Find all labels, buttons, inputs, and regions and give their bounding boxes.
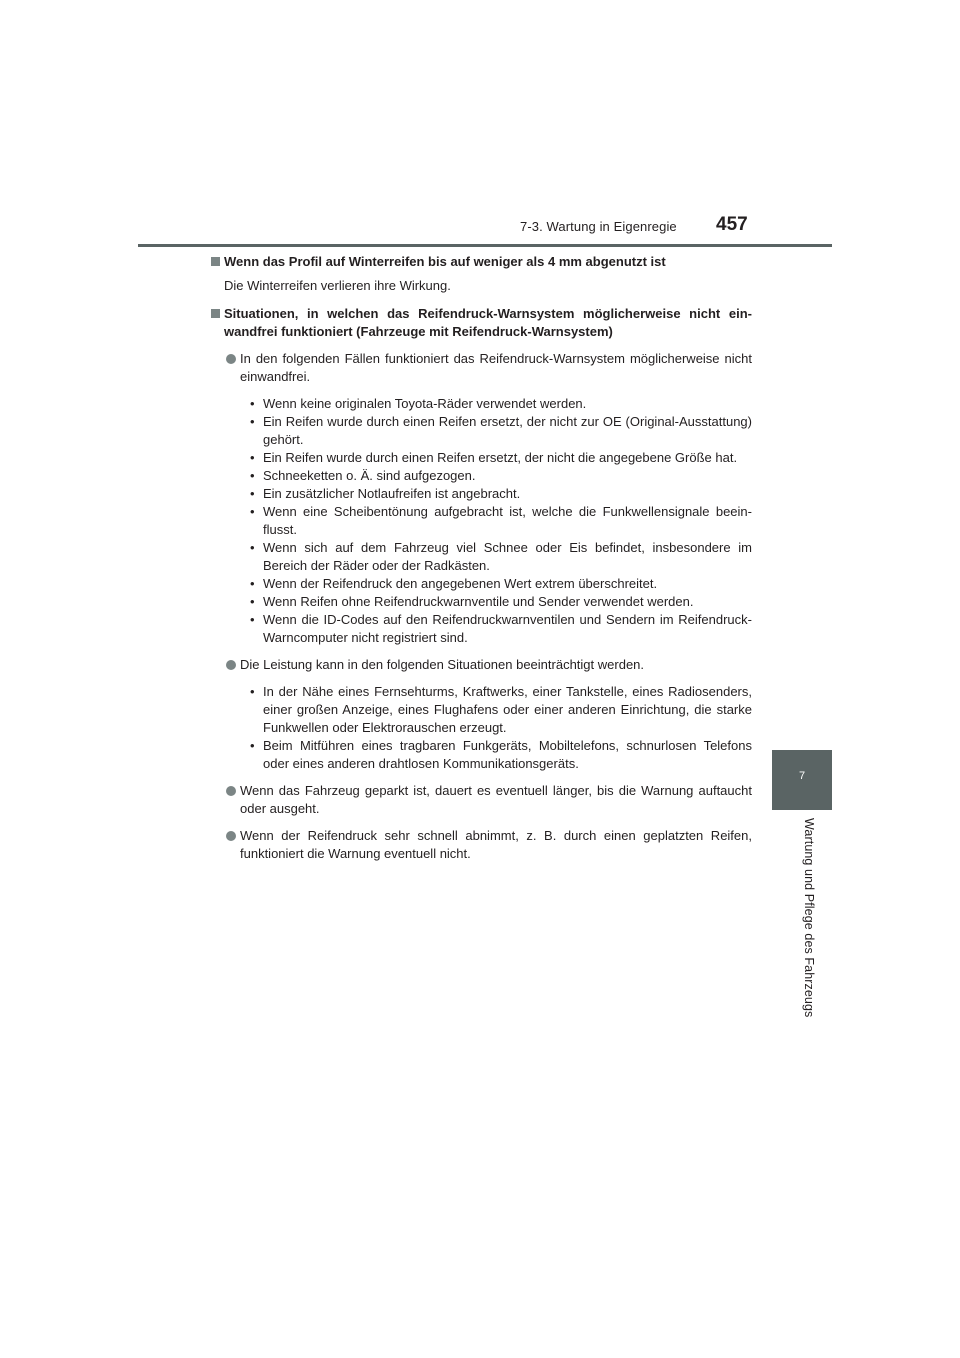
list-item: • Wenn eine Scheibentönung aufgebracht ist, welche die Funkwellensignale beeinflusst. [250,503,752,539]
circle-bullet-icon [226,786,236,796]
circle-item-text: Die Leistung kann in den folgenden Situationen beeinträchtigt werden. [240,657,645,672]
page-number: 457 [716,214,748,235]
page-content [211,253,752,863]
list-item: • Wenn der Reifendruck den angegebenen Wert extrem überschreitet. [250,575,752,593]
list-item: • Ein Reifen wurde durch einen Reifen ersetzt, der nicht zur OE (Original-Ausstattung) gehört. [250,413,752,449]
section-heading: Wenn das Profil auf Winterreifen bis auf weniger als 4 mm abgenutzt ist [224,254,666,269]
circle-bullet-icon [226,831,236,841]
list-item: • Schneeketten o. Ä. sind aufgezogen. [250,467,752,485]
running-header-section: 7-3. Wartung in Eigenregie [520,219,677,234]
section-text: Die Winterreifen verlieren ihre Wirkung. [224,278,451,293]
list-item: • Ein Reifen wurde durch einen Reifen ersetzt, der nicht die angegebene Größe hat. [250,449,752,467]
circle-item [224,350,752,647]
section-winter-tires [211,253,752,295]
circle-item-text: Wenn der Reifendruck sehr schnell abnimmt, z. B. durch einen geplatzten Reifen, funktioniert die Warnung eventuell nicht. [240,828,752,861]
circle-item-text: In den folgenden Fällen funktioniert das Reifendruck-Warnsystem möglicherweise nicht einwandfrei. [240,351,752,384]
circle-bullet-icon [226,354,236,364]
list-item: • In der Nähe eines Fernsehturms, Kraftwerks, einer Tankstelle, eines Radiosenders, einer großen Anzeige, eines Flughafens oder einer anderen Einrichtung, die starke Funkwellen oder Elektrorauschen erzeugt. [250,683,752,737]
circle-item [224,827,752,863]
list-item: • Wenn Reifen ohne Reifendruckwarnventile und Sender verwendet werden. [250,593,752,611]
list-item: • Ein zusätzlicher Notlaufreifen ist angebracht. [250,485,752,503]
section-tpms-limitations [211,305,752,863]
circle-bullet-icon [226,660,236,670]
chapter-title: Wartung und Pflege des Fahrzeugs [802,818,816,1018]
list-item: • Wenn die ID-Codes auf den Reifendruckwarnventilen und Sendern im Reifendruck-Warncomputer nicht registriert sind. [250,611,752,647]
list-item: • Beim Mitführen eines tragbaren Funkgeräts, Mobiltelefons, schnurlosen Telefons oder eines anderen drahtlosen Kommunikationsgeräts. [250,737,752,773]
circle-item-text: Wenn das Fahrzeug geparkt ist, dauert es eventuell länger, bis die Warnung auftaucht oder ausgeht. [240,783,752,816]
list-item: • Wenn keine originalen Toyota-Räder verwendet werden. [250,395,752,413]
header-divider [138,244,832,247]
section-heading: Situationen, in welchen das Reifendruck-Warnsystem möglicherweise nicht einwandfrei funktioniert (Fahrzeuge mit Reifendruck-Warnsystem) [224,306,752,339]
square-bullet-icon [211,309,220,318]
bullet-list [240,683,752,773]
bullet-list [240,395,752,647]
chapter-tab [772,750,832,810]
circle-item [224,656,752,773]
chapter-number: 7 [798,770,806,782]
list-item: • Wenn sich auf dem Fahrzeug viel Schnee oder Eis befindet, insbesondere im Bereich der Räder oder der Radkästen. [250,539,752,575]
square-bullet-icon [211,257,220,266]
circle-item [224,782,752,818]
